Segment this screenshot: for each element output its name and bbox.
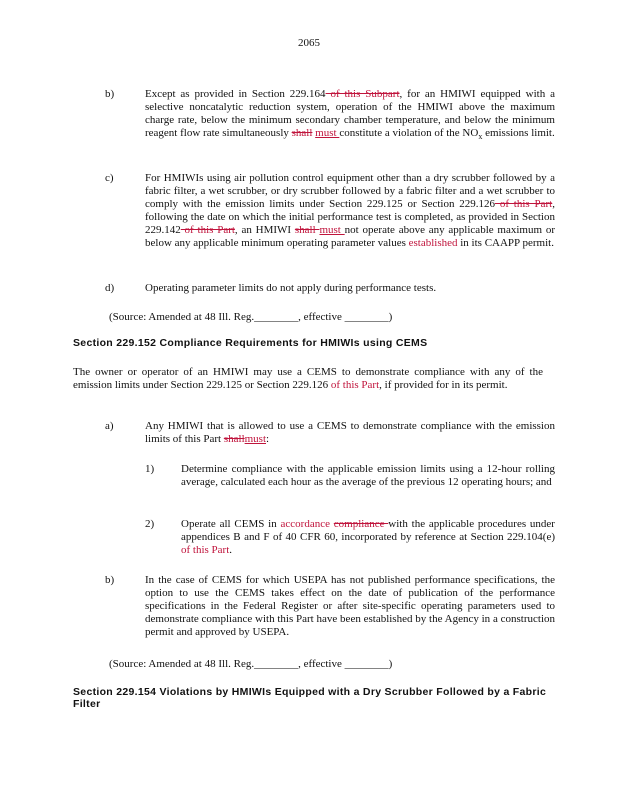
- page-number: 2065: [298, 37, 320, 49]
- deleted-text: of this Part: [495, 197, 553, 210]
- deleted-text: compliance: [333, 518, 389, 530]
- subitem-label: 1): [145, 463, 155, 475]
- inserted-text: must: [244, 432, 267, 445]
- section-heading: Section 229.152 Compliance Requirements for HMIWIs using CEMS: [73, 337, 428, 349]
- subitem-1-compliance: [145, 463, 555, 489]
- inserted-text: of this Part: [330, 378, 380, 391]
- source-note: (Source: Amended at 48 Ill. Reg.________, effective ________): [109, 658, 393, 670]
- subitem-2-operate-cems: [145, 518, 555, 557]
- inserted-text: established: [408, 236, 458, 249]
- item-text: Operating parameter limits do not apply during performance tests.: [145, 282, 437, 294]
- item-b-selective-reduction: [105, 88, 555, 142]
- inserted-text: must: [315, 126, 340, 139]
- source-note: (Source: Amended at 48 Ill. Reg.________, effective ________): [109, 311, 393, 323]
- subitem-text: Operate all CEMS in accordance compliance with the applicable procedures under appendices B and F of 40 CFR 60, incorporated by reference at Section 229.104(e) of this Part.: [181, 518, 555, 556]
- item-text: For HMIWIs using air pollution control equipment other than a dry scrubber followed by a fabric filter, a wet scrubber, or dry scrubber followed by a fabric filter and a wet scrubber to comply with the emission limits under Section 229.125 or Section 229.126 of this Part, following the date on which the initial performance test is completed, as provided in Section 229.142 of this Part, an HMIWI shall must not operate above any applicable maximum or below any applicable minimum operating parameter values established in its CAAPP permit.: [145, 172, 555, 249]
- item-label: a): [105, 420, 114, 432]
- deleted-text: shall: [223, 432, 245, 445]
- item-c-operating-limits: [105, 172, 555, 250]
- section-heading: Section 229.154 Violations by HMIWIs Equipped with a Dry Scrubber Followed by a Fabric Filter: [73, 686, 547, 711]
- inserted-text: accordance: [280, 518, 334, 530]
- inserted-text: must: [319, 223, 345, 236]
- item-text: In the case of CEMS for which USEPA has not published performance specifications, the option to use the CEMS takes effect on the date of publication of the performance specifications in the Federal Register or after site-specific operating parameters used to demonstrate compliance with this Part have been established by the Agency in a construction permit and approved by USEPA.: [145, 574, 555, 638]
- item-text: Except as provided in Section 229.164 of this Subpart, for an HMIWI equipped with a selective noncatalytic reduction system, operation of the HMIWI above the maximum charge rate, below the minimum secondary chamber temperature, and below the minimum reagent flow rate simultaneously shall must constitute a violation of the $NO_x$ emissions limit.: [145, 88, 556, 142]
- deleted-text: shall: [294, 223, 320, 236]
- subitem-text: Determine compliance with the applicable emission limits using a 12-hour rolling average, calculated each hour as the average of the previous 12 operating hours; and: [181, 463, 555, 488]
- deleted-text: of this Subpart: [325, 88, 400, 100]
- item-label: d): [105, 282, 115, 294]
- item-label: b): [105, 88, 115, 100]
- deleted-text: of this Part: [180, 223, 235, 236]
- intro-paragraph: The owner or operator of an HMIWI may use a CEMS to demonstrate compliance with any of the emission limits under Section 229.125 or Section 229.126 of this Part, if provided for in its permit.: [73, 366, 543, 391]
- item-label: b): [105, 574, 115, 586]
- item-b-usepa-specs: [105, 574, 555, 639]
- item-a-cems-use: [105, 420, 555, 446]
- inserted-text: of this Part: [181, 543, 230, 556]
- item-label: c): [105, 172, 114, 184]
- subitem-label: 2): [145, 518, 155, 530]
- deleted-text: shall: [291, 126, 313, 139]
- item-text: Any HMIWI that is allowed to use a CEMS to demonstrate compliance with the emission limits of this Part shallmust:: [145, 420, 555, 445]
- item-d-performance-tests: [105, 282, 555, 295]
